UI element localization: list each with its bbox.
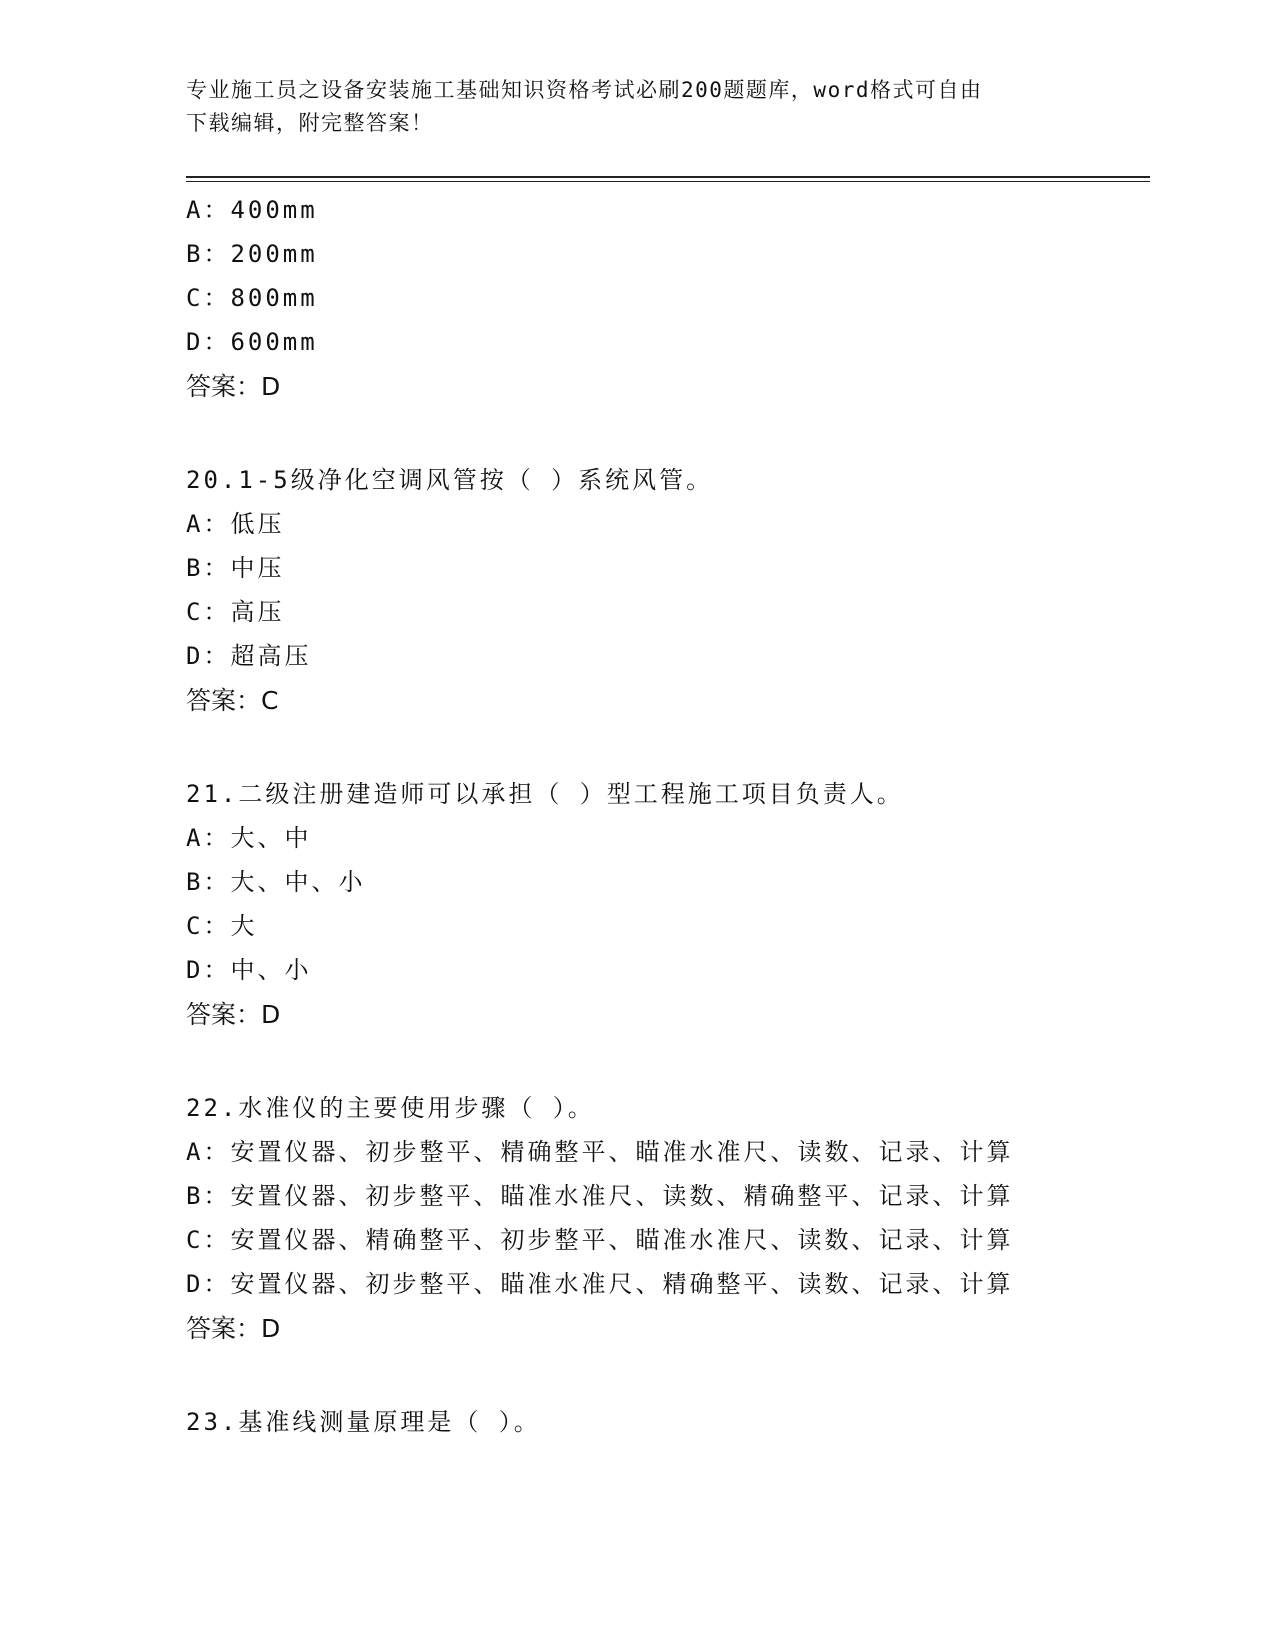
q19-option-c: C：800mm (186, 284, 318, 312)
q23-stem: 23.基准线测量原理是（ ）。 (186, 1408, 541, 1436)
q22-option-c: C：安置仪器、精确整平、初步整平、瞄准水准尺、读数、记录、计算 (186, 1226, 1014, 1254)
document-header (186, 74, 1086, 140)
q22-answer-label: 答案： (186, 1314, 262, 1343)
q20-answer-label: 答案： (186, 686, 262, 715)
q22-option-a: A：安置仪器、初步整平、精确整平、瞄准水准尺、读数、记录、计算 (186, 1138, 1014, 1166)
header-line-1: 专业施工员之设备安装施工基础知识资格考试必刷200题题库，word格式可自由 (186, 78, 983, 102)
q19-option-a: A：400mm (186, 196, 318, 224)
q19-option-d: D：600mm (186, 328, 318, 356)
q20-answer-value: C (261, 686, 279, 715)
q22-answer (186, 1314, 280, 1344)
q21-answer-label: 答案： (186, 1000, 262, 1029)
q21-answer-value: D (261, 1000, 281, 1029)
q21-answer (186, 1000, 280, 1030)
q20-option-b: B：中压 (186, 554, 285, 582)
q21-option-d: D：中、小 (186, 956, 312, 984)
q21-stem: 21.二级注册建造师可以承担（ ）型工程施工项目负责人。 (186, 780, 904, 808)
q19-option-b: B：200mm (186, 240, 318, 268)
q21-option-b: B：大、中、小 (186, 868, 366, 896)
q20-option-d: D：超高压 (186, 642, 312, 670)
q19-answer-value: D (261, 372, 281, 401)
q19-answer-label: 答案： (186, 372, 262, 401)
header-line-2: 下载编辑，附完整答案！ (186, 111, 434, 135)
header-divider-thin (186, 181, 1150, 182)
q21-option-a: A：大、中 (186, 824, 312, 852)
header-divider-thick (186, 176, 1150, 178)
q22-answer-value: D (261, 1314, 281, 1343)
q21-option-c: C：大 (186, 912, 258, 940)
q22-option-d: D：安置仪器、初步整平、瞄准水准尺、精确整平、读数、记录、计算 (186, 1270, 1014, 1298)
q20-answer (186, 686, 278, 716)
q20-stem: 20.1-5级净化空调风管按（ ）系统风管。 (186, 466, 714, 494)
q22-stem: 22.水准仪的主要使用步骤（ ）。 (186, 1094, 595, 1122)
q20-option-c: C：高压 (186, 598, 285, 626)
q20-option-a: A：低压 (186, 510, 285, 538)
q22-option-b: B：安置仪器、初步整平、瞄准水准尺、读数、精确整平、记录、计算 (186, 1182, 1014, 1210)
q19-answer (186, 372, 280, 402)
